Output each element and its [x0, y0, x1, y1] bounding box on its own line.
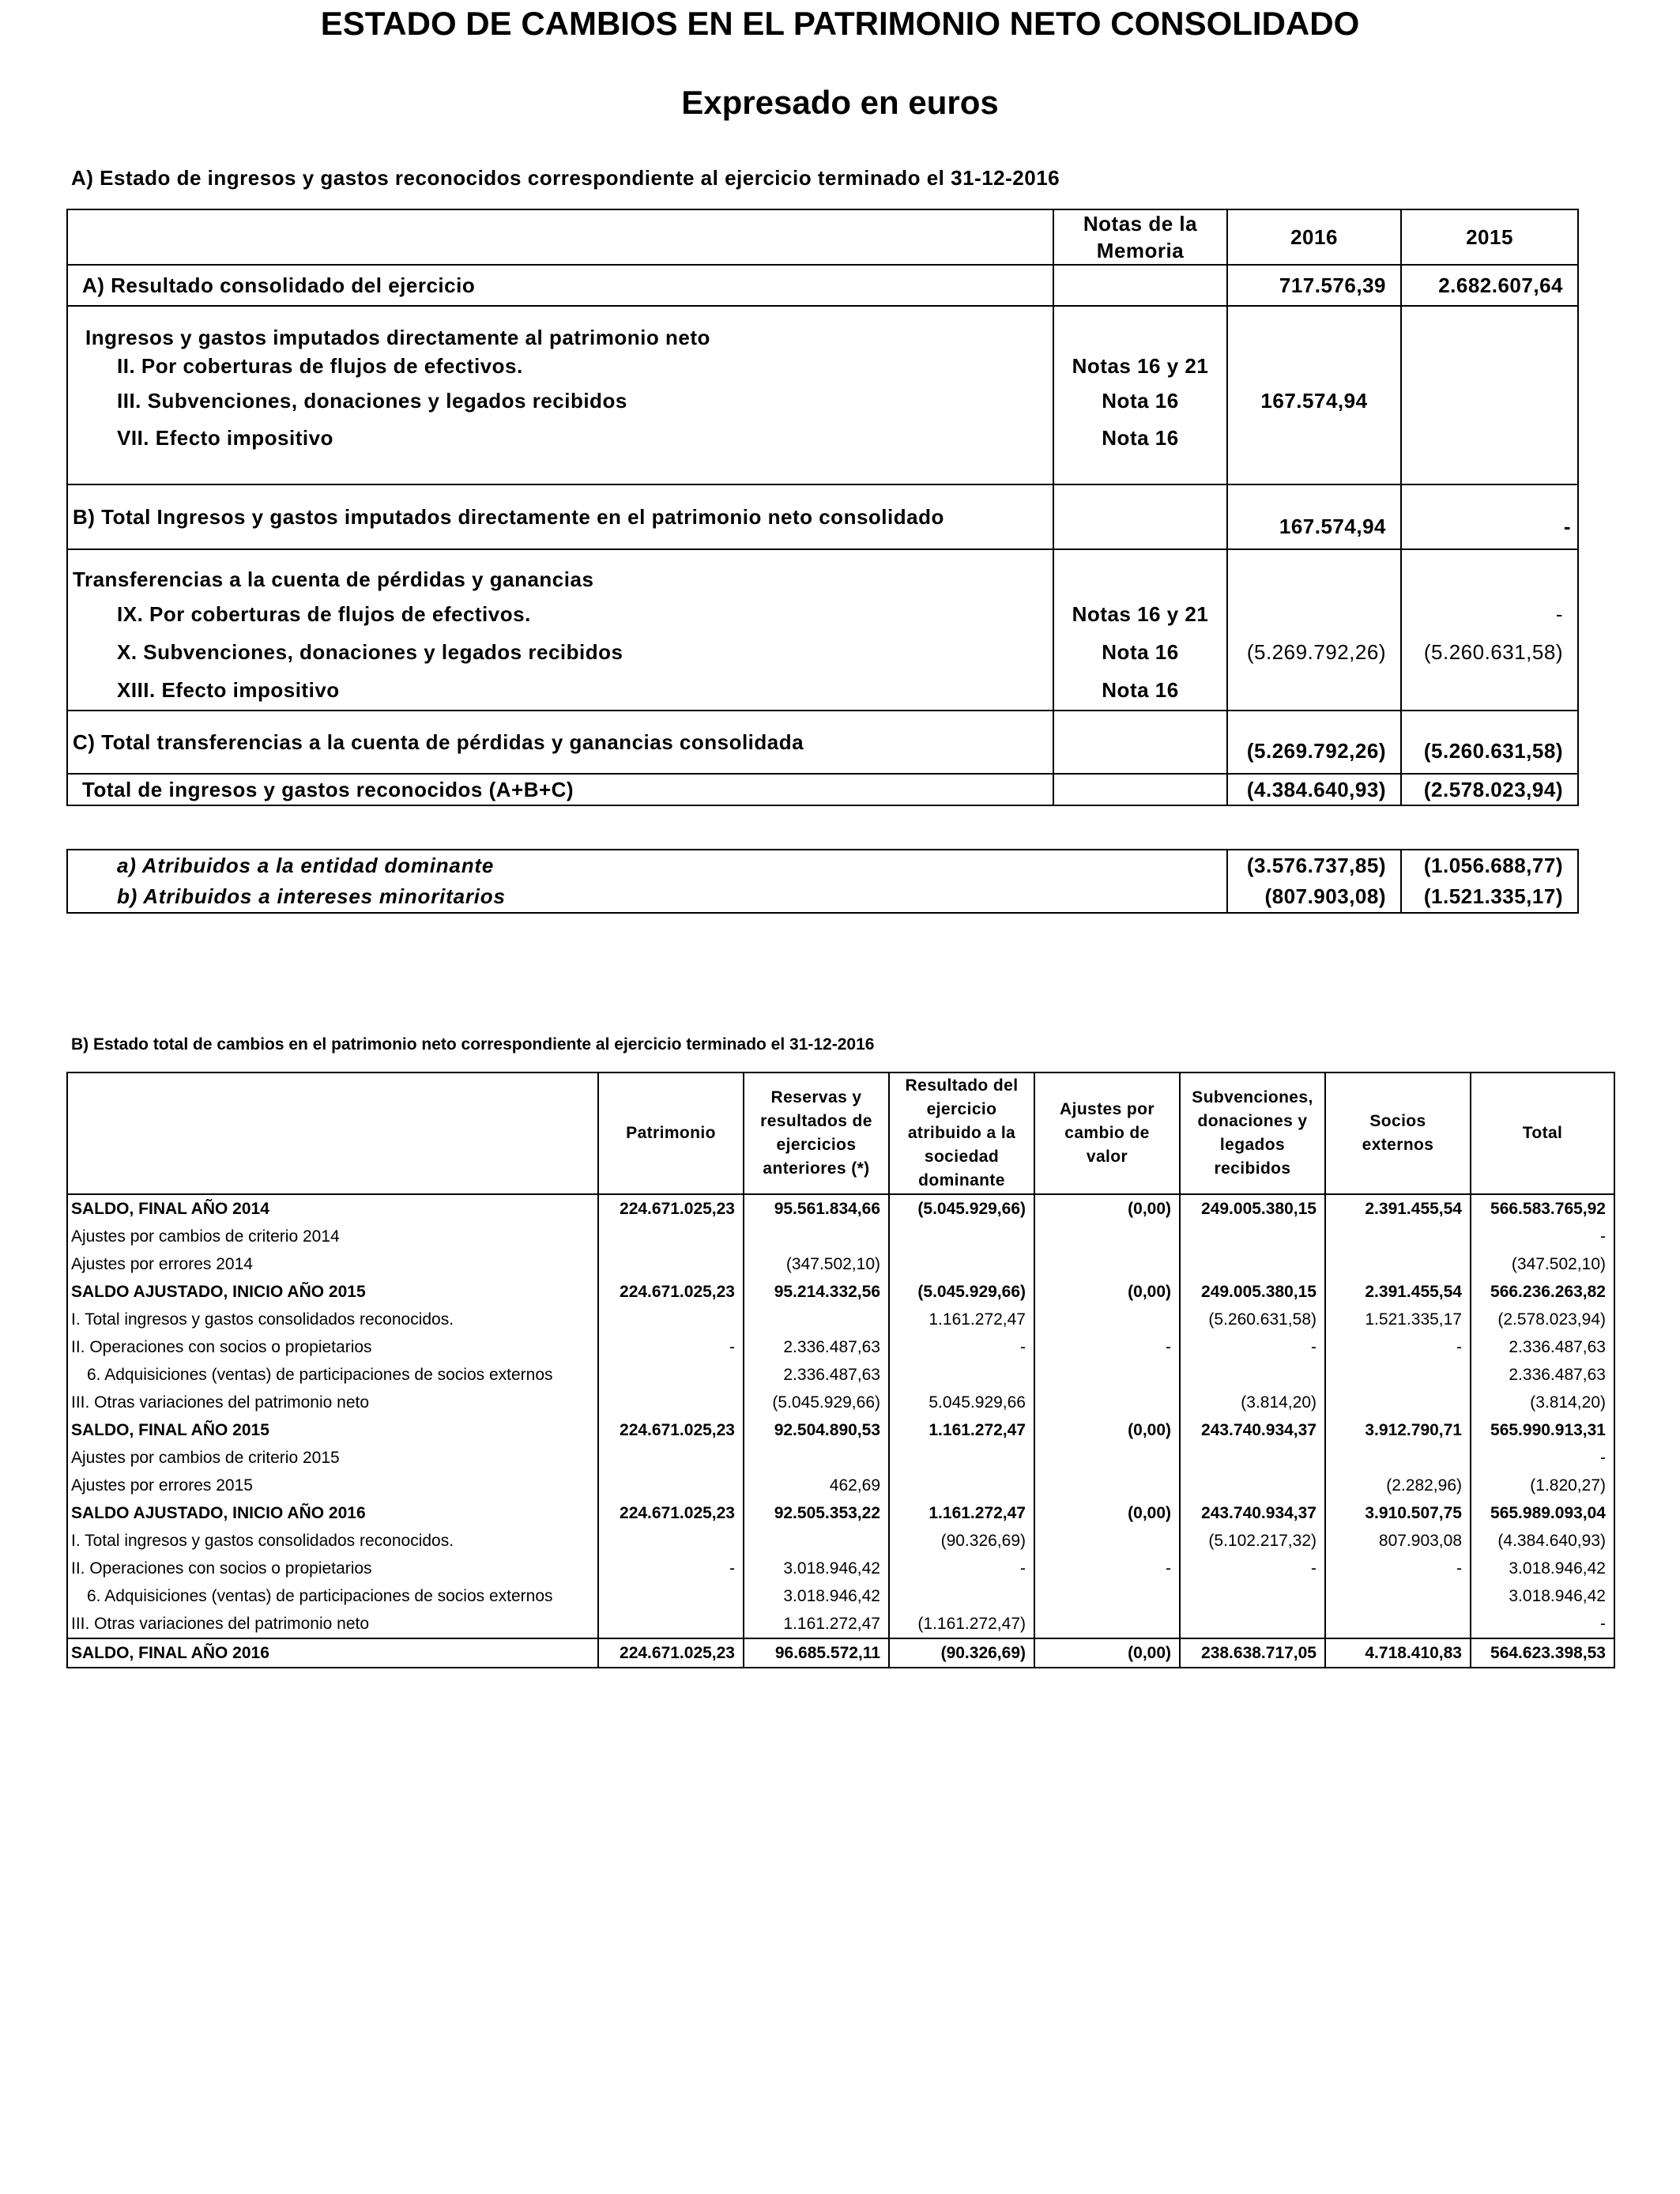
table-row [67, 1444, 1614, 1472]
table-cell [1034, 1582, 1180, 1610]
value-2016: (807.903,08) [1227, 881, 1401, 913]
table-cell: 565.990.913,31 [1471, 1416, 1614, 1444]
row-label: Transferencias a la cuenta de pérdidas y ganancias [67, 549, 1053, 595]
table-row [67, 1278, 1614, 1306]
table-row [67, 1416, 1614, 1444]
table-row [67, 1361, 1614, 1389]
table-cell [1180, 1361, 1325, 1389]
table-row [67, 850, 1578, 881]
value-2015 [1401, 671, 1578, 711]
value-2016: (5.269.792,26) [1227, 711, 1401, 774]
table-row [67, 671, 1578, 711]
table-cell [1325, 1582, 1471, 1610]
table-cell: (90.326,69) [889, 1527, 1034, 1555]
table-cell [1034, 1610, 1180, 1638]
table-cell: 564.623.398,53 [1471, 1638, 1614, 1668]
table-cell: 3.018.946,42 [744, 1555, 889, 1582]
table-cell: (90.326,69) [889, 1638, 1034, 1668]
row-label: I. Total ingresos y gastos consolidados reconocidos. [67, 1527, 598, 1555]
table-row [67, 1499, 1614, 1527]
table-header-row [67, 209, 1578, 265]
row-notas: Nota 16 [1053, 420, 1227, 484]
table-cell: (1.820,27) [1471, 1472, 1614, 1499]
table-cell: (5.045.929,66) [889, 1278, 1034, 1306]
row-label: 6. Adquisiciones (ventas) de participaciones de socios externos [67, 1582, 598, 1610]
table-cell: (0,00) [1034, 1278, 1180, 1306]
table-cell: 2.336.487,63 [744, 1361, 889, 1389]
table-row-imputados-heading [67, 306, 1578, 350]
column-header: Patrimonio [598, 1072, 744, 1194]
table-cell: - [1325, 1555, 1471, 1582]
header-label [67, 209, 1053, 265]
table-body [67, 1194, 1614, 1668]
table-cell: - [1471, 1223, 1614, 1250]
table-cell: 566.236.263,82 [1471, 1278, 1614, 1306]
table-cell: (4.384.640,93) [1471, 1527, 1614, 1555]
table-row [67, 350, 1578, 382]
table-cell: 1.521.335,17 [1325, 1306, 1471, 1333]
table-row-total-abc [67, 774, 1578, 805]
table-cell: - [598, 1555, 744, 1582]
table-cell: 95.561.834,66 [744, 1194, 889, 1223]
table-cell [1180, 1472, 1325, 1499]
row-label: IX. Por coberturas de flujos de efectivos. [67, 595, 1053, 633]
table-cell: (2.578.023,94) [1471, 1306, 1614, 1333]
column-header: Total [1471, 1072, 1614, 1194]
table-cell: (347.502,10) [744, 1250, 889, 1278]
row-notas: Nota 16 [1053, 633, 1227, 671]
value-2015: 2.682.607,64 [1401, 265, 1578, 306]
table-cell: 224.671.025,23 [598, 1638, 744, 1668]
row-label: C) Total transferencias a la cuenta de pérdidas y ganancias consolidada [67, 711, 1053, 774]
header-year-2015: 2015 [1401, 209, 1578, 265]
table-cell: (2.282,96) [1325, 1472, 1471, 1499]
column-header: Resultado del ejercicio atribuido a la sociedad dominante [889, 1072, 1034, 1194]
table-cell [889, 1444, 1034, 1472]
header-year-2016: 2016 [1227, 209, 1401, 265]
table-cell [598, 1582, 744, 1610]
table-cell [1034, 1223, 1180, 1250]
table-cell: 3.018.946,42 [1471, 1555, 1614, 1582]
table-cell: 807.903,08 [1325, 1527, 1471, 1555]
row-label: b) Atribuidos a intereses minoritarios [67, 881, 1227, 913]
table-cell [1034, 1472, 1180, 1499]
table-cell: - [1471, 1444, 1614, 1472]
row-label: Total de ingresos y gastos reconocidos (A+B+C) [67, 774, 1053, 805]
value-2015: (2.578.023,94) [1401, 774, 1578, 805]
table-cell: 238.638.717,05 [1180, 1638, 1325, 1668]
table-row [67, 881, 1578, 913]
row-label: VII. Efecto impositivo [67, 420, 1053, 484]
table-cell [1325, 1389, 1471, 1416]
value-2015: (5.260.631,58) [1401, 711, 1578, 774]
value-2016: 167.574,94 [1227, 484, 1401, 549]
section-b-heading: B) Estado total de cambios en el patrimonio neto correspondiente al ejercicio terminado el 31-12-2016 [71, 1035, 875, 1054]
column-header [67, 1072, 598, 1194]
table-cell [889, 1223, 1034, 1250]
table-cell [889, 1582, 1034, 1610]
table-cell [889, 1250, 1034, 1278]
value-2015 [1401, 350, 1578, 382]
table-header-row [67, 1072, 1614, 1194]
table-cell [598, 1306, 744, 1333]
table-cell: (0,00) [1034, 1194, 1180, 1223]
table-cell: 2.336.487,63 [1471, 1333, 1614, 1361]
table-row-total-c [67, 711, 1578, 774]
row-notas: Nota 16 [1053, 382, 1227, 420]
table-cell: - [1325, 1333, 1471, 1361]
table-row [67, 1333, 1614, 1361]
row-label: III. Otras variaciones del patrimonio neto [67, 1389, 598, 1416]
table-cell: 243.740.934,37 [1180, 1499, 1325, 1527]
table-cell: - [1471, 1610, 1614, 1638]
row-label: Ingresos y gastos imputados directamente al patrimonio neto [67, 306, 1053, 350]
table-cell: 2.391.455,54 [1325, 1278, 1471, 1306]
table-row [67, 1306, 1614, 1333]
table-cell [744, 1444, 889, 1472]
table-cell [598, 1250, 744, 1278]
value-2015: - [1401, 484, 1578, 549]
table-cell [889, 1472, 1034, 1499]
value-2016 [1227, 671, 1401, 711]
table-row [67, 1472, 1614, 1499]
table-row [67, 1223, 1614, 1250]
table-cell [1034, 1444, 1180, 1472]
row-label: a) Atribuidos a la entidad dominante [67, 850, 1227, 881]
table-cell: 243.740.934,37 [1180, 1416, 1325, 1444]
table-cell [1180, 1223, 1325, 1250]
column-header: Subvenciones, donaciones y legados recibidos [1180, 1072, 1325, 1194]
table-cell [744, 1223, 889, 1250]
table-cell [598, 1444, 744, 1472]
table-row [67, 420, 1578, 484]
row-label: SALDO, FINAL AÑO 2014 [67, 1194, 598, 1223]
table-row [67, 1582, 1614, 1610]
table-cell: (3.814,20) [1471, 1389, 1614, 1416]
table-cell: 92.505.353,22 [744, 1499, 889, 1527]
table-cell [1180, 1250, 1325, 1278]
table-cell [598, 1610, 744, 1638]
table-cell: (3.814,20) [1180, 1389, 1325, 1416]
row-label: Ajustes por errores 2014 [67, 1250, 598, 1278]
row-notas: Notas 16 y 21 [1053, 595, 1227, 633]
table-cell [1034, 1306, 1180, 1333]
table-cell [598, 1223, 744, 1250]
table-cell [1325, 1610, 1471, 1638]
table-cell [1325, 1250, 1471, 1278]
table-cell: (5.045.929,66) [889, 1194, 1034, 1223]
value-2016: 717.576,39 [1227, 265, 1401, 306]
value-2015 [1401, 420, 1578, 484]
table-cell: 2.391.455,54 [1325, 1194, 1471, 1223]
table-cell: 3.910.507,75 [1325, 1499, 1471, 1527]
section-a-heading: A) Estado de ingresos y gastos reconocidos correspondiente al ejercicio terminado el 31-12-2016 [71, 166, 1060, 190]
table-cell: (0,00) [1034, 1499, 1180, 1527]
page-title: ESTADO DE CAMBIOS EN EL PATRIMONIO NETO CONSOLIDADO [320, 5, 1360, 42]
table-row [67, 1610, 1614, 1638]
table-cell [744, 1527, 889, 1555]
table-cell: - [598, 1333, 744, 1361]
table-cell [598, 1472, 744, 1499]
table-cell: 462,69 [744, 1472, 889, 1499]
table-cell: - [1034, 1555, 1180, 1582]
column-header: Reservas y resultados de ejercicios anteriores (*) [744, 1072, 889, 1194]
table-cell: 1.161.272,47 [889, 1499, 1034, 1527]
table-cell [889, 1361, 1034, 1389]
table-row [67, 1555, 1614, 1582]
row-label: Ajustes por cambios de criterio 2014 [67, 1223, 598, 1250]
row-label: A) Resultado consolidado del ejercicio [67, 265, 1053, 306]
table-cell [1180, 1444, 1325, 1472]
table-cell: 96.685.572,11 [744, 1638, 889, 1668]
table-cell: 224.671.025,23 [598, 1194, 744, 1223]
column-header: Ajustes por cambio de valor [1034, 1072, 1180, 1194]
table-cell: 3.018.946,42 [744, 1582, 889, 1610]
table-cell: (1.161.272,47) [889, 1610, 1034, 1638]
table-row-resultado [67, 265, 1578, 306]
table-cell: - [1034, 1333, 1180, 1361]
table-cell: (5.102.217,32) [1180, 1527, 1325, 1555]
table-cell: 1.161.272,47 [889, 1306, 1034, 1333]
row-label: III. Otras variaciones del patrimonio neto [67, 1610, 598, 1638]
row-label: B) Total Ingresos y gastos imputados directamente en el patrimonio neto consolidado [67, 484, 1053, 549]
header-notas: Notas de la Memoria [1053, 209, 1227, 265]
table-cell: (5.260.631,58) [1180, 1306, 1325, 1333]
row-label: III. Subvenciones, donaciones y legados recibidos [67, 382, 1053, 420]
table-cell [1034, 1361, 1180, 1389]
table-cell [1180, 1610, 1325, 1638]
table-cell [1034, 1250, 1180, 1278]
table-cell: 224.671.025,23 [598, 1499, 744, 1527]
table-cell: - [1180, 1333, 1325, 1361]
table-cell: (0,00) [1034, 1638, 1180, 1668]
column-header: Socios externos [1325, 1072, 1471, 1194]
table-cell [598, 1361, 744, 1389]
value-2015: - [1401, 595, 1578, 633]
table-cell: 5.045.929,66 [889, 1389, 1034, 1416]
row-label: 6. Adquisiciones (ventas) de participaciones de socios externos [67, 1361, 598, 1389]
table-cell [1325, 1223, 1471, 1250]
table-row [67, 595, 1578, 633]
table-cell [598, 1389, 744, 1416]
table-cell: 249.005.380,15 [1180, 1278, 1325, 1306]
table-cell: 566.583.765,92 [1471, 1194, 1614, 1223]
table-cell [1180, 1582, 1325, 1610]
table-row [67, 1250, 1614, 1278]
row-label: SALDO AJUSTADO, INICIO AÑO 2016 [67, 1499, 598, 1527]
table-cell [1034, 1527, 1180, 1555]
table-cell: 2.336.487,63 [1471, 1361, 1614, 1389]
page-subtitle: Expresado en euros [681, 84, 999, 121]
table-cell: 95.214.332,56 [744, 1278, 889, 1306]
row-label: SALDO, FINAL AÑO 2015 [67, 1416, 598, 1444]
table-row [67, 1194, 1614, 1223]
table-cell: - [889, 1555, 1034, 1582]
table-cell: 224.671.025,23 [598, 1278, 744, 1306]
table-cell: 3.912.790,71 [1325, 1416, 1471, 1444]
table-cell [598, 1527, 744, 1555]
income-expense-table [66, 209, 1579, 806]
table-cell: - [889, 1333, 1034, 1361]
table-cell: 3.018.946,42 [1471, 1582, 1614, 1610]
table-cell [744, 1306, 889, 1333]
table-row [67, 382, 1578, 420]
row-notas [1053, 265, 1227, 306]
value-2015: (5.260.631,58) [1401, 633, 1578, 671]
table-cell: (0,00) [1034, 1416, 1180, 1444]
value-2016: (4.384.640,93) [1227, 774, 1401, 805]
row-label: XIII. Efecto impositivo [67, 671, 1053, 711]
table-cell [1325, 1444, 1471, 1472]
value-2015: (1.056.688,77) [1401, 850, 1578, 881]
table-cell: 249.005.380,15 [1180, 1194, 1325, 1223]
row-label: Ajustes por cambios de criterio 2015 [67, 1444, 598, 1472]
row-label: II. Operaciones con socios o propietarios [67, 1555, 598, 1582]
equity-changes-table [66, 1072, 1615, 1668]
table-cell: 1.161.272,47 [744, 1610, 889, 1638]
table-row-total-b [67, 484, 1578, 549]
row-label: Ajustes por errores 2015 [67, 1472, 598, 1499]
table-row [67, 1389, 1614, 1416]
value-2016 [1227, 420, 1401, 484]
value-2015 [1401, 382, 1578, 420]
row-label: X. Subvenciones, donaciones y legados recibidos [67, 633, 1053, 671]
row-label: II. Por coberturas de flujos de efectivos. [67, 350, 1053, 382]
table-row [67, 1527, 1614, 1555]
row-label: SALDO AJUSTADO, INICIO AÑO 2015 [67, 1278, 598, 1306]
table-cell: 224.671.025,23 [598, 1416, 744, 1444]
value-2016: 167.574,94 [1227, 382, 1401, 420]
row-notas: Nota 16 [1053, 671, 1227, 711]
row-notas: Notas 16 y 21 [1053, 350, 1227, 382]
value-2016 [1227, 350, 1401, 382]
table-cell: 92.504.890,53 [744, 1416, 889, 1444]
table-cell [1034, 1389, 1180, 1416]
attribution-table [66, 849, 1579, 914]
table-cell: (5.045.929,66) [744, 1389, 889, 1416]
row-label: II. Operaciones con socios o propietarios [67, 1333, 598, 1361]
value-2016: (3.576.737,85) [1227, 850, 1401, 881]
table-cell: (347.502,10) [1471, 1250, 1614, 1278]
table-row [67, 1638, 1614, 1668]
row-label: SALDO, FINAL AÑO 2016 [67, 1638, 598, 1668]
value-2015: (1.521.335,17) [1401, 881, 1578, 913]
row-label: I. Total ingresos y gastos consolidados reconocidos. [67, 1306, 598, 1333]
table-row-transferencias-heading [67, 549, 1578, 595]
table-cell: 565.989.093,04 [1471, 1499, 1614, 1527]
table-cell: 2.336.487,63 [744, 1333, 889, 1361]
table-cell: - [1180, 1555, 1325, 1582]
value-2016 [1227, 595, 1401, 633]
table-cell: 1.161.272,47 [889, 1416, 1034, 1444]
table-cell [1325, 1361, 1471, 1389]
table-row [67, 633, 1578, 671]
table-cell: 4.718.410,83 [1325, 1638, 1471, 1668]
value-2016: (5.269.792,26) [1227, 633, 1401, 671]
